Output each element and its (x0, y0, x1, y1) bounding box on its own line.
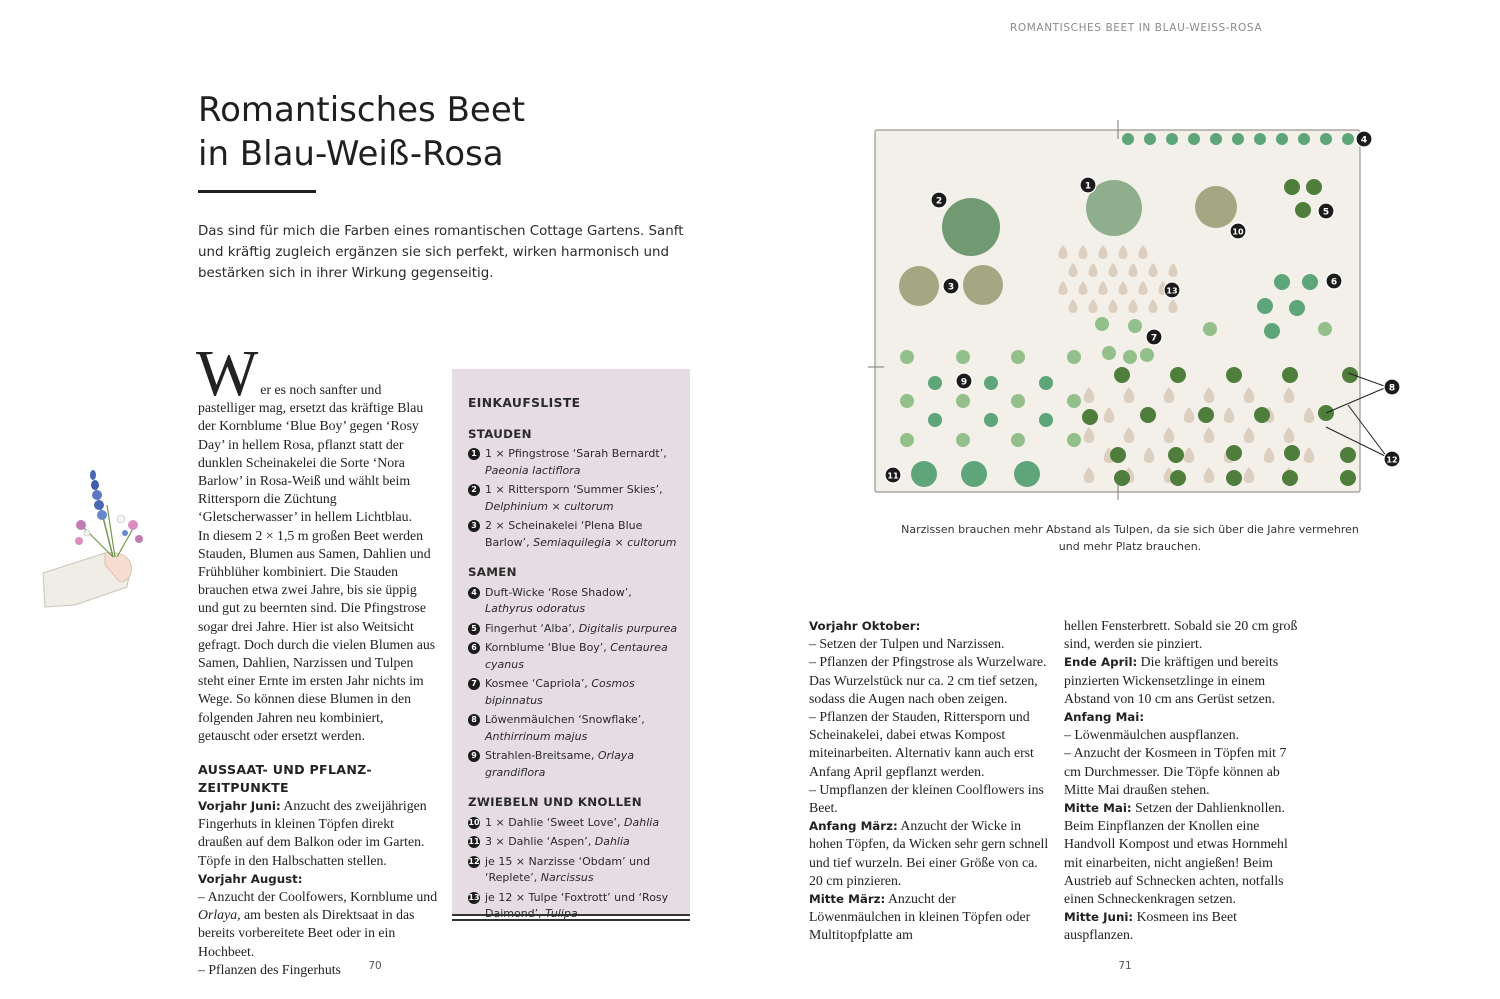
shopping-item (468, 585, 682, 618)
number-badge: 7 (468, 678, 480, 690)
plant-orlaya (1039, 413, 1053, 427)
plant-cosmos (1140, 348, 1154, 362)
plant-dot (1284, 445, 1300, 461)
shopping-item (468, 640, 682, 673)
timeline-entry (809, 635, 1049, 653)
timeline-entry (1064, 708, 1304, 726)
plant-snapdragon (900, 394, 914, 408)
plant-dahlia-aspen (911, 461, 937, 487)
plan-caption (860, 521, 1400, 555)
plant-cornflower (1274, 274, 1290, 290)
plant-snapdragon (1067, 433, 1081, 447)
plant-orlaya (984, 376, 998, 390)
number-badge: 9 (468, 750, 480, 762)
plant-cosmos (1102, 346, 1116, 360)
timeline-entry (1064, 653, 1304, 708)
plant-foxglove (1306, 179, 1322, 195)
timeline-entry (809, 653, 1049, 708)
entry-label: Vorjahr Juni: (198, 799, 281, 814)
shopping-item-text: 1 × Rittersporn ‘Summer Skies’, Delphinium × cultorum (485, 483, 663, 513)
august-item-2 (198, 961, 438, 979)
entry-text: – Löwenmäulchen auspflanzen. (1064, 727, 1240, 743)
plant-foxglove (1295, 202, 1311, 218)
plant-semiaquilegia (899, 266, 939, 306)
entry-vorjahr-juni (198, 797, 438, 870)
plant-orlaya (1039, 376, 1053, 390)
plant-snapdragon (1067, 394, 1081, 408)
intro-paragraph: Das sind für mich die Farben eines romantischen Cottage Gartens. Sanft und kräftig zugleich ergänzen sie sich perfekt, wirken harmonisch und bestärken sich in ihrer Wirkung gegenseitig. (198, 224, 684, 282)
shopping-item (468, 834, 682, 851)
shopping-item-text: 1 × Pfingstrose ‘Sarah Bernardt’, Paeonia lactiflora (485, 447, 667, 477)
number-badge: 13 (468, 892, 480, 902)
shopping-item-text: 1 × Dahlie ‘Sweet Love’, Dahlia (485, 815, 660, 829)
drop-cap: W (196, 337, 259, 410)
plan-label-text: 4 (1360, 135, 1368, 146)
shopping-item-text: 3 × Dahlie ‘Aspen’, Dahlia (485, 835, 630, 848)
plant-sweet-pea (1276, 133, 1288, 145)
plant-dot (1198, 407, 1214, 423)
entry-label: Mitte Juni: (1064, 910, 1134, 925)
plant-dot (1170, 470, 1186, 486)
plan-label-text: 2 (935, 196, 943, 207)
entry-label: Ende April: (1064, 655, 1138, 670)
page-title (198, 88, 525, 176)
plant-cornflower (1302, 274, 1318, 290)
plant-snapdragon (1011, 350, 1025, 364)
entry-text: Anzucht der Löwenmäulchen in kleinen Töpfen oder Multitopfplatte am (809, 891, 1031, 943)
timeline-entry (809, 617, 1049, 635)
plant-snapdragon (1011, 433, 1025, 447)
plant-snapdragon (956, 433, 970, 447)
number-badge: 5 (468, 623, 480, 635)
shopping-list (468, 395, 682, 926)
timeline-entry (1064, 799, 1304, 908)
plan-label-text: 13 (1166, 286, 1178, 296)
august-item-1 (198, 888, 438, 961)
shopping-item (468, 854, 682, 887)
number-badge: 10 (468, 817, 480, 827)
plant-snapdragon (1011, 394, 1025, 408)
plant-sweet-pea (1232, 133, 1244, 145)
plan-label-text: 8 (1388, 383, 1396, 394)
plant-orlaya (928, 413, 942, 427)
timeline-entry (809, 708, 1049, 781)
shopping-item-text: Duft-Wicke ‘Rose Shadow’, Lathyrus odoratus (485, 585, 632, 615)
plant-dot (1282, 470, 1298, 486)
plan-label-text: 3 (947, 282, 955, 293)
number-badge: 12 (468, 856, 480, 866)
plant-dot (1340, 470, 1356, 486)
entry-text: Anzucht der Wicke in hohen Töpfen, da Wicken sehr gern schnell und tief wurzeln. Bei einer Größe von ca. 20 cm pinzieren. (809, 818, 1049, 888)
plan-label-text: 7 (1150, 333, 1158, 344)
plant-snapdragon (1067, 350, 1081, 364)
entry-text: Kosmeen ins Beet auspflanzen. (1064, 909, 1237, 943)
plant-dot (1114, 367, 1130, 383)
plant-sweet-pea (1320, 133, 1332, 145)
timeline-entry (809, 781, 1049, 817)
number-badge: 2 (468, 484, 480, 496)
timeline-entry (1064, 726, 1304, 744)
number-badge: 8 (468, 714, 480, 726)
plant-dahlia-sweet-love (1195, 186, 1237, 228)
plant-sweet-pea (1298, 133, 1310, 145)
shopping-item (468, 712, 682, 745)
plant-snapdragon (1123, 350, 1137, 364)
plant-dot (1170, 367, 1186, 383)
entry-label: Anfang März: (809, 819, 898, 834)
plant-dahlia-aspen (961, 461, 987, 487)
running-header: ROMANTISCHES BEET IN BLAU-WEISS-ROSA (1010, 22, 1263, 34)
entry-label: Vorjahr August: (198, 871, 303, 886)
entry-text: hellen Fensterbrett. Sobald sie 20 cm groß sind, werden sie pinziert. (1064, 618, 1298, 652)
section-subhead: AUSSAAT- UND PFLANZ-ZEITPUNKTE (198, 762, 372, 796)
shopping-item (468, 676, 682, 709)
shopping-item-text: Kornblume ‘Blue Boy’, Centaurea cyanus (485, 641, 668, 671)
plant-dot (1282, 367, 1298, 383)
plant-dot (1340, 447, 1356, 463)
shopping-item-text: Löwenmäulchen ‘Snowflake’, Anthirrinum majus (485, 713, 645, 743)
plant-dot (1114, 470, 1130, 486)
timeline-entry (1064, 744, 1304, 799)
plant-snapdragon (900, 350, 914, 364)
item-text: – Pflanzen des Fingerhuts (198, 961, 341, 977)
shopping-categories (468, 426, 682, 923)
plant-sweet-pea (1144, 133, 1156, 145)
plant-dot (1226, 367, 1242, 383)
paragraph-1: er es noch sanfter und pastelliger mag, ersetzt das kräftige Blau der Kornblume ‘Blue Boy’ gegen ‘Rosy Day’ in hellem Rosa, pflanzt statt der dunklen Scheinakelei die Sorte ‘Nora Barlow’ in Rosa-Weiß und wählt beim Rittersporn die Züchtung ‘Gletscherwasser’ in hellem Lichtblau. (198, 382, 424, 525)
plant-sweet-pea (1188, 133, 1200, 145)
timeline-entry (1064, 908, 1304, 944)
caption-line-2: und mehr Platz brauchen. (1058, 540, 1202, 553)
page-number-right: 71 (1118, 960, 1132, 972)
entry-text: Die kräftigen und bereits pinzierten Wickensetzlinge in einem Abstand von 10 cm ans Gerüst setzen. (1064, 654, 1279, 706)
plant-foxglove (1284, 179, 1300, 195)
item-text: am besten als Direktsaat in das bereits vorbereitete Beet oder in ein Hochbeet. (198, 907, 415, 959)
entry-text: – Umpflanzen der kleinen Coolflowers ins Beet. (809, 781, 1044, 816)
shopping-item-text: 2 × Scheinakelei ‘Plena Blue Barlow’, Semiaquilegia × cultorum (485, 519, 677, 549)
plant-sweet-pea (1210, 133, 1222, 145)
entry-text: – Anzucht der Kosmeen in Töpfen mit 7 cm Durchmesser. Die Töpfe können ab Mitte Mai draußen stehen. (1064, 745, 1287, 797)
entry-text: – Setzen der Tulpen und Narzissen. (809, 636, 1005, 652)
number-badge: 3 (468, 520, 480, 532)
plant-dot (1168, 447, 1184, 463)
plant-dot (1140, 407, 1156, 423)
shopping-item (468, 621, 682, 638)
entry-text: Setzen der Dahlienknollen. Beim Einpflanzen der Knollen eine Handvoll Kompost und etwas Hornmehl mit einarbeiten, nicht angießen! Beim Austrieb auf Schnecken achten, notfalls einen Schneckenkragen setzen. (1064, 800, 1288, 907)
plan-label-text: 11 (887, 471, 899, 481)
shopping-item (468, 518, 682, 551)
entry-label: Mitte Mai: (1064, 801, 1132, 816)
shopping-item (468, 482, 682, 515)
item-italic: Orlaya, (198, 907, 241, 923)
plan-label-text: 9 (960, 377, 968, 388)
plant-orlaya (928, 376, 942, 390)
plant-dot (1254, 407, 1270, 423)
item-text: – Anzucht der Coolfowers, Kornblume und (198, 889, 438, 905)
entry-text: Anzucht des zweijährigen Fingerhuts in kleinen Töpfen direkt draußen auf dem Balkon oder im Garten. Töpfe in den Halbschatten stellen. (198, 798, 427, 868)
plant-sweet-pea (1342, 133, 1354, 145)
plant-snapdragon (956, 350, 970, 364)
title-line-2: in Blau-Weiß-Rosa (198, 134, 504, 174)
number-badge: 1 (468, 448, 480, 460)
plant-cornflower (1264, 323, 1280, 339)
page-number-left: 70 (368, 960, 382, 972)
entry-label: Anfang Mai: (1064, 710, 1145, 725)
entry-label: Mitte März: (809, 892, 886, 907)
body-text-right (1064, 617, 1304, 945)
plan-label-text: 5 (1322, 207, 1330, 218)
plant-cosmos (1203, 322, 1217, 336)
shopping-item (468, 815, 682, 832)
entry-label: Vorjahr Oktober: (809, 619, 921, 633)
timeline-entry (809, 890, 1049, 945)
body-text-middle (809, 617, 1049, 945)
number-badge: 6 (468, 642, 480, 654)
plan-label-text: 12 (1386, 455, 1398, 465)
caption-line-1: Narzissen brauchen mehr Abstand als Tulpen, da sie sich über die Jahre vermehren (901, 523, 1359, 536)
plant-dot (1226, 445, 1242, 461)
shopping-item-text: je 15 × Narzisse ‘Obdam’ und ‘Replete’, Narcissus (485, 854, 651, 884)
plant-cornflower (1289, 300, 1305, 316)
plant-dahlia-aspen (1014, 461, 1040, 487)
plan-label-text: 1 (1084, 181, 1092, 192)
entry-vorjahr-august (198, 870, 438, 888)
bouquet-illustration (35, 465, 165, 615)
entry-text: – Pflanzen der Pfingstrose als Wurzelware. Das Wurzelstück nur ca. 2 cm tief setzen, sodass die Augen nach oben zeigen. (809, 654, 1047, 706)
plant-orlaya (984, 413, 998, 427)
plant-delphinium (942, 198, 1000, 256)
shopping-item-text: Kosmee ‘Capriola’, Cosmos bipinnatus (485, 677, 635, 707)
shopping-category: SAMEN (468, 565, 517, 579)
number-badge: 4 (468, 587, 480, 599)
timeline-entry (809, 817, 1049, 890)
shopping-item (468, 890, 682, 923)
plant-sweet-pea (1166, 133, 1178, 145)
title-line-1: Romantisches Beet (198, 90, 526, 130)
paragraph-2: In diesem 2 × 1,5 m großen Beet werden Stauden, Blumen aus Samen, Dahlien und Frühblüher kombiniert. Die Stauden brauchen etwa zwei Jahre, bis sie üppig und gut zu beernten sind. Die Pfingstrose sogar drei Jahre. Hier ist also Weitsicht gefragt. Doch durch die vielen Blumen aus Samen, Dahlien, Narzissen und Tulpen steht einer Ernte im ersten Jahr nichts im Wege. So können diese Blumen in den folgenden Jahren neu kombiniert, getauscht oder ersetzt werden. (198, 527, 436, 743)
plant-cosmos (1095, 317, 1109, 331)
plant-dot (1226, 470, 1242, 486)
plan-label-text: 10 (1232, 227, 1244, 237)
shopping-item-text: Strahlen-Breitsame, Orlaya grandiflora (485, 749, 635, 779)
shopping-list-title: EINKAUFSLISTE (468, 396, 581, 410)
shopping-item (468, 748, 682, 781)
shopping-item (468, 446, 682, 479)
plant-semiaquilegia (963, 265, 1003, 305)
number-badge: 11 (468, 837, 480, 846)
plant-dot (1110, 447, 1126, 463)
plant-sweet-pea (1254, 133, 1266, 145)
plant-snapdragon (900, 433, 914, 447)
shopping-category: STAUDEN (468, 426, 532, 441)
entry-text: – Pflanzen der Stauden, Rittersporn und Scheinakelei, dabei etwas Kompost miteinarbeiten. Alternativ kann auch erst Anfang April gepflanzt werden. (809, 709, 1034, 779)
timeline-entry (1064, 617, 1304, 653)
plant-sweet-pea (1122, 133, 1134, 145)
body-text-left (196, 337, 438, 979)
plant-cornflower (1257, 298, 1273, 314)
plant-cosmos (1318, 322, 1332, 336)
plant-dot (1082, 409, 1098, 425)
shopping-category: ZWIEBELN UND KNOLLEN (468, 795, 642, 809)
shopping-item-text: Fingerhut ‘Alba’, Digitalis purpurea (485, 621, 678, 635)
plant-dot (1342, 367, 1358, 383)
title-underline (198, 190, 316, 193)
shopping-item-text: je 12 × Tulpe ‘Foxtrott’ und ‘Rosy Daimond’, Tulipa (485, 890, 669, 920)
plan-label-text: 6 (1330, 277, 1338, 288)
planting-plan (860, 115, 1400, 505)
plant-snapdragon (956, 394, 970, 408)
plant-cosmos (1128, 319, 1142, 333)
